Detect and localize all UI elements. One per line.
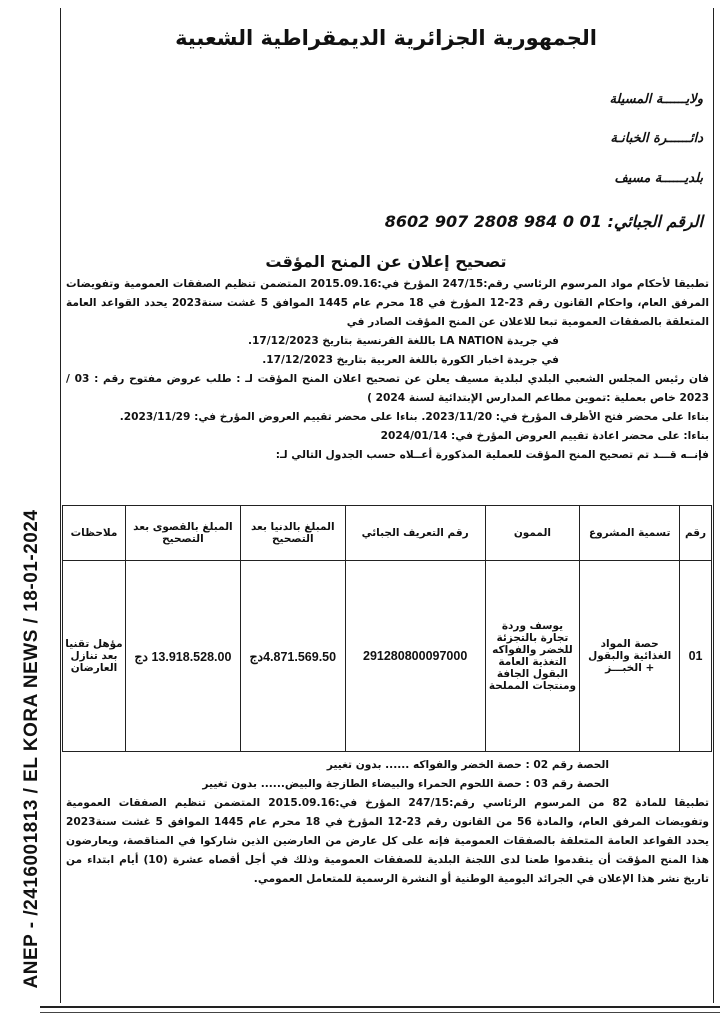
intro-paragraph: تطبيقا لأحكام مواد المرسوم الرئاسي رقم:247/15 المؤرخ في:2015.09.16 المتضمن تنظيم الصفقات العمومية وتفويضات المرفق العام، واحكام القانون رقم 23-12 المؤرخ في 18 محرم عام 1445 الموافق 5 غشت سنة2023 يحدد القواعد العامة المتعلقة بالصفقات العمومية تبعا للاعلان عن المنح المؤقت الصادر في (66, 278, 710, 328)
divider (40, 1012, 720, 1013)
lot-line: الحصة رقم 02 : حصة الخضر والفواكه ...... بدون تغيير (326, 759, 609, 771)
cell-number: 01 (680, 561, 712, 752)
col-notes: ملاحظات (63, 506, 126, 561)
cell-fiscal-id: 291280800097000 (345, 561, 485, 752)
wilaya: ولايــــــة المسيلة (609, 92, 703, 107)
col-supplier: الممون (485, 506, 580, 561)
col-min-amount: المبلغ بالدنيا بعد التصحيح (240, 506, 345, 561)
notice-heading: تصحيح إعلان عن المنح المؤقت (265, 252, 507, 271)
table-row (63, 561, 712, 752)
col-fiscal-id: رقم التعريف الجبائي (345, 506, 485, 561)
fiscal-id: الرقم الجبائي: 01 0 984 2808 907 8602 (384, 212, 703, 231)
body-paragraph: فان رئيس المجلس الشعبي البلدي لبلدية مسيف يعلن عن تصحيح اعلان المنح المؤقت لـ : طلب عروض مفتوح رقم : 03 / 2023 خاص بعملية :تموين مطاعم المدارس الإبتدائية لسنة 2024 ) (66, 373, 709, 404)
cell-project: حصة المواد الغذائية والبقول + الخبـــز (580, 561, 680, 752)
body-paragraph: بناءا: على محضر اعادة تقييم العروض المؤرخ في: 2024/01/14 (380, 430, 709, 442)
commune: بلديــــــة مسيف (614, 171, 703, 186)
cell-notes: مؤهل تقنيا بعد تنازل العارضان (63, 561, 126, 752)
cell-supplier: يوسف وردة تجارة بالتجزئة للخضر والفواكه التغذية العامة البقول الجافة ومنتجات المملحة (485, 561, 580, 752)
table-header-row (63, 506, 712, 561)
closing-paragraph: تطبيقا للمادة 82 من المرسوم الرئاسي رقم:247/15 المؤرخ في:2015.09.16 المتضمن تنظيم الصفقات العمومية وتفويضات المرفق العام، والمادة 56 من القانون رقم 23-12 المؤرخ في 18 محرم عام 1445 الموافق 5 غشت سنة2023 يحدد القواعد العامة المتعلقة بالصفقات العمومية فإنه على كل عارض من العارضين الذين شاركوا في المناقصة، ويعارضون هذا المنح المؤقت أن يتقدموا طعنا لدى اللجنة البلدية للصفقات العمومية وذلك في أجل أقصاه عشرة (10) أيام ابتداء من تاريخ نشر هذا الإعلان في الجرائد اليومية الوطنية أو النشرة الرسمية للمتعامل العمومي. (66, 797, 710, 885)
republic-title: الجمهورية الجزائرية الديمقراطية الشعبية (175, 26, 597, 50)
newspaper-line: في جريدة اخبار الكورة باللغة العربية بتاريخ 17/12/2023. (262, 354, 559, 366)
cell-max-amount: 13.918.528.00 دج (125, 561, 240, 752)
publication-label: ANEP - /2416001813 / EL KORA NEWS / 18-01-2024 (21, 509, 42, 989)
newspaper-line: في جريدة LA NATION باللغة الفرنسية بتاريخ 17/12/2023. (247, 335, 559, 347)
body-paragraph: بناءا على محضر فتح الأظرف المؤرخ في: 2023/11/20. بناءا على محضر تقييم العروض المؤرخ في: 2023/11/29. (119, 411, 709, 423)
body-paragraph: فإنــه قـــد تم تصحيح المنح المؤقت للعملية المذكورة أعــلاه حسب الجدول التالي لـ: (275, 449, 709, 461)
lot-line: الحصة رقم 03 : حصة اللحوم الحمراء والبيضاء الطازجة والبيض...... بدون تغيير (202, 778, 609, 790)
daira: دائــــــرة الخبانـة (610, 131, 703, 146)
intro-section (66, 275, 709, 465)
col-project: تسمية المشروع (580, 506, 680, 561)
divider (40, 1006, 720, 1008)
award-table (62, 505, 712, 752)
closing-section (66, 756, 709, 889)
cell-min-amount: 4.871.569.50دج (240, 561, 345, 752)
col-number: رقم (680, 506, 712, 561)
col-max-amount: المبلغ بالقصوى بعد التصحيح (125, 506, 240, 561)
